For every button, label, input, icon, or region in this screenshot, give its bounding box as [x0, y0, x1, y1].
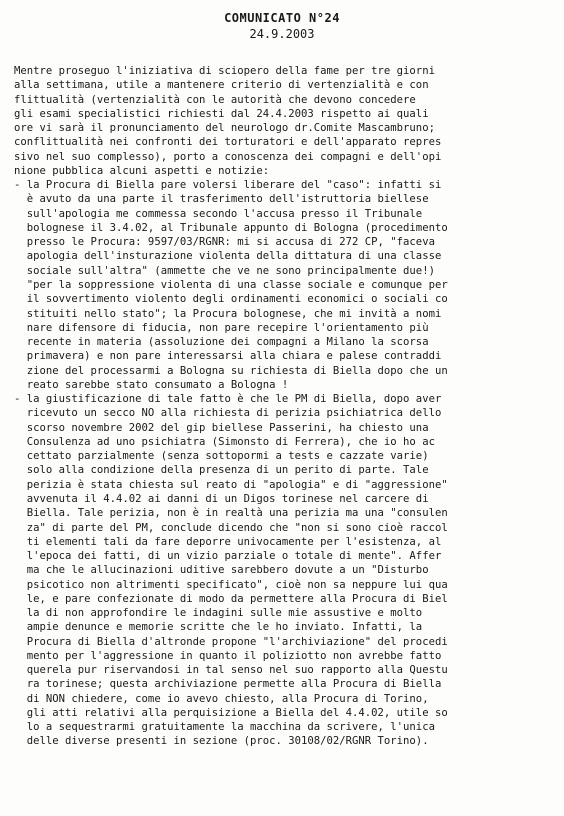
body-line: Consulenza ad uno psichiatra (Simonsto di Ferrera), che io ho ac: [14, 435, 435, 448]
body-line: mento per l'aggressione in quanto il poliziotto non avrebbe fatto: [14, 649, 442, 662]
body-line: lo a sequestrarmi gratuitamente la macchina da scrivere, l'unica: [14, 721, 435, 734]
body-line: ti elementi tali da fare deporre univocamente per l'esistenza, al: [14, 535, 442, 548]
body-line: ma che le allucinazioni uditive sarebbero dovute a un "Disturbo: [14, 564, 429, 577]
body-line: il sovvertimento violento degli ordinamenti economici o sociali co: [14, 293, 448, 306]
body-line: nione pubblica alcuni aspetti e notizie:: [14, 164, 270, 177]
body-line: ra torinese; questa archiviazione permette alla Procura di Biella: [14, 678, 442, 691]
body-line: le, e pare confezionate di modo da permettere alla Procura di Biel: [14, 592, 448, 605]
body-line: "per la soppressione violenta di una classe sociale e comunque per: [14, 278, 448, 291]
body-line: di NON chiedere, come io avevo chiesto, alla Procura di Torino,: [14, 692, 429, 705]
body-line: recente in materia (assoluzione dei compagni a Milano la scorsa: [14, 336, 429, 349]
body-line: conflittualità nei confronti dei torturatori e dell'apparato repres: [14, 136, 442, 149]
body-line: sociale sull'altra" (ammette che ve ne sono principalmente due!): [14, 264, 435, 277]
body-line: reato sarebbe stato consumato a Bologna !: [14, 378, 289, 391]
body-line: querela pur riservandosi in tal senso nel suo rapporto alla Questu: [14, 664, 448, 677]
body-line: stituiti nello stato"; la Procura bolognese, che mi invità a nomi: [14, 307, 442, 320]
body-line: ricevuto un secco NO alla richiesta di perizia psichiatrica dello: [14, 407, 442, 420]
body-line: flittualità (vertenzialità con le autorità che devono concedere: [14, 93, 416, 106]
body-line: ore vi sarà il pronunciamento del neurologo dr.Comite Mascambruno;: [14, 122, 435, 135]
body-line: ampie denunce e memorie scritte che le ho inviato. Infatti, la: [14, 621, 423, 634]
body-line: l'epoca dei fatti, di un vizio parziale o totale di mente". Affer: [14, 550, 442, 563]
body-line: scorso novembre 2002 del gip biellese Passerini, ha chiesto una: [14, 421, 429, 434]
body-line: Mentre proseguo l'iniziativa di sciopero della fame per tre giorni: [14, 65, 435, 77]
body-line: gli esami specialistici richiesti dal 24.4.2003 rispetto ai quali: [14, 107, 429, 120]
body-line: sull'apologia me commessa secondo l'accusa presso il Tribunale: [14, 207, 423, 220]
body-line: - la giustificazione di tale fatto è che le PM di Biella, dopo aver: [14, 393, 442, 406]
body-line: bolognese il 3.4.02, al Tribunale appunto di Bologna (procedimento: [14, 221, 448, 234]
body-line: za" di parte del PM, conclude dicendo che "non si sono cioè raccol: [14, 521, 448, 534]
body-line: Procura di Biella d'altronde propone "l'archiviazione" del procedi: [14, 635, 448, 648]
communique-body: [14, 64, 554, 749]
body-line: è avuto da una parte il trasferimento dell'istruttoria biellese: [14, 193, 429, 206]
body-line: perizia è stata chiesta sul reato di "apologia" e di "aggressione": [14, 478, 448, 491]
communique-date: 24.9.2003: [249, 27, 315, 41]
body-line: cettato parzialmente (senza sottopormi a tests e cazzate varie): [14, 450, 429, 463]
body-line: apologia dell'insturazione violenta della dittatura di una classe: [14, 250, 442, 263]
body-line: la di non approfondire le indagini sulle mie assustive e molto: [14, 607, 423, 620]
body-line: delle diverse presenti in sezione (proc. 30108/02/RGNR Torino).: [14, 735, 429, 748]
body-line: avvenuta il 4.4.02 ai danni di un Digos torinese nel carcere di: [14, 492, 429, 505]
body-line: sivo nel suo complesso), porto a conoscenza dei compagni e dell'opi: [14, 150, 442, 163]
body-line: alla settimana, utile a mantenere criterio di vertenzialità e con: [14, 79, 429, 92]
communique-title: COMUNICATO N°24: [224, 11, 340, 25]
body-line: psicotico non altrimenti specificato", cioè non sa neppure lui qua: [14, 578, 448, 591]
body-line: presso le Procura: 9597/03/RGNR: mi si accusa di 272 CP, "faceva: [14, 236, 435, 249]
body-line: solo alla condizione della presenza di un perito di parte. Tale: [14, 464, 429, 477]
body-line: nare difensore di fiducia, non pare recepire l'orientamento più: [14, 321, 429, 334]
body-line: primavera) e non pare interessarsi alla chiara e palese contraddi: [14, 350, 442, 363]
document-header: [0, 10, 564, 42]
body-line: gli atti relativi alla perquisizione a Biella del 4.4.02, utile so: [14, 706, 448, 719]
body-line: Biella. Tale perizia, non è in realtà una perizia ma una "consulen: [14, 507, 448, 520]
body-line: zione del processarmi a Bologna su richiesta di Biella dopo che un: [14, 364, 448, 377]
body-line: - la Procura di Biella pare volersi liberare del "caso": infatti si: [14, 179, 442, 192]
